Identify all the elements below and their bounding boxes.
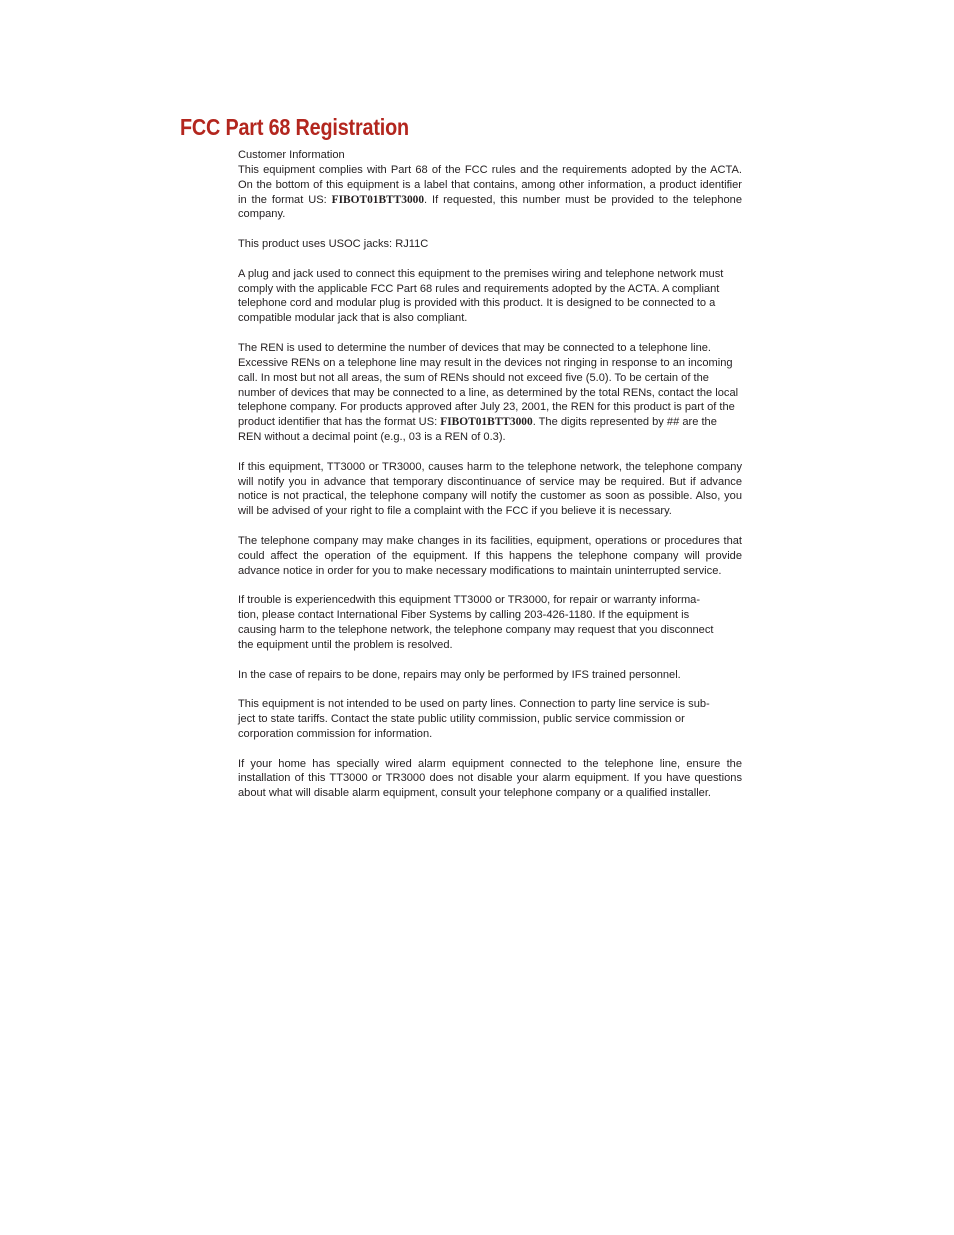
facility-changes-paragraph: The telephone company may make changes in its facilities, equipment, operations or procedures that could affect the operation of the equipment. If this happens the telephone company will provide advance notice in order for you to make necessary modifications to maintain uninterrupted service. (238, 534, 742, 577)
repairs-paragraph: In the case of repairs to be done, repairs may only be performed by IFS trained personnel. (238, 668, 681, 681)
product-identifier: FIBOT01BTT3000 (331, 193, 425, 206)
network-harm-paragraph: If this equipment, TT3000 or TR3000, causes harm to the telephone network, the telephone company will notify you in advance that temporary discontinuance of service may be required. But if advance notice is not practical, the telephone company will notify the customer as soon as possible. Also, you will be advised of your right to file a complaint with the FCC if you believe it is necessary. (238, 460, 742, 518)
trouble-line-4: the equipment until the problem is resolved. (238, 638, 453, 651)
ren-product-identifier: FIBOT01BTT3000 (440, 416, 533, 429)
usoc-jacks-paragraph: This product uses USOC jacks: RJ11C (238, 238, 429, 251)
trouble-line-3: causing harm to the telephone network, the telephone company may request that you disconnect (238, 624, 714, 636)
trouble-contact-paragraph (238, 593, 742, 652)
party-lines-paragraph (238, 697, 742, 742)
customer-information-text-part-1: This equipment complies with Part 68 of the FCC rules and the requirements adopted by the ACTA. On the bottom of this equipment is a label that contains, among other information, a product identifier in the format US: (238, 163, 742, 206)
alarm-equipment-paragraph: If your home has specially wired alarm equipment connected to the telephone line, ensure the installation of this TT3000 or TR3000 does not disable your alarm equipment. If you have questions about what will disable alarm equipment, consult your telephone company or a qualified installer. (238, 757, 742, 800)
party-lines-line-2: ject to state tariffs. Contact the state public utility commission, public service commission or (238, 713, 685, 726)
ren-text-part-1: The REN is used to determine the number of devices that may be connected to a telephone line. Excessive RENs on a telephone line may result in the devices not ringing in response to an incoming call. In most but not all areas, the sum of RENs should not exceed five (5.0). To be certain of the number of devices that may be connected to a line, as determined by the total RENs, contact the local telephone company. For products approved after July 23, 2001, the REN for this product is part of the product identifier that has the format US: (238, 341, 739, 429)
trouble-line-2: tion, please contact International Fiber Systems by calling 203-426-1180. If the equipment is (238, 609, 690, 622)
document-body (238, 148, 742, 816)
party-lines-line-3: corporation commission for information. (238, 727, 433, 740)
ren-paragraph (238, 341, 742, 445)
section-heading-customer-information: Customer Information (238, 149, 345, 161)
trouble-line-1: If trouble is experiencedwith this equipment TT3000 or TR3000, for repair or warranty informa- (238, 594, 701, 607)
ren-text-part-2: . The digits represented by ## are the REN without a decimal point (e.g., 03 is a REN of 0.3). (238, 416, 717, 444)
party-lines-line-1: This equipment is not intended to be used on party lines. Connection to party line service is sub- (238, 698, 710, 711)
customer-information-paragraph (238, 148, 742, 222)
customer-information-text-part-2: . If requested, this number must be provided to the telephone company. (238, 193, 742, 221)
plug-and-jack-paragraph: A plug and jack used to connect this equipment to the premises wiring and telephone network must comply with the applicable FCC Part 68 rules and requirements adopted by the ACTA. A compliant telephone cord and modular plug is provided with this product. It is designed to be connected to a compatible modular jack that is also compliant. (238, 267, 724, 325)
page-title: FCC Part 68 Registration (180, 114, 409, 140)
